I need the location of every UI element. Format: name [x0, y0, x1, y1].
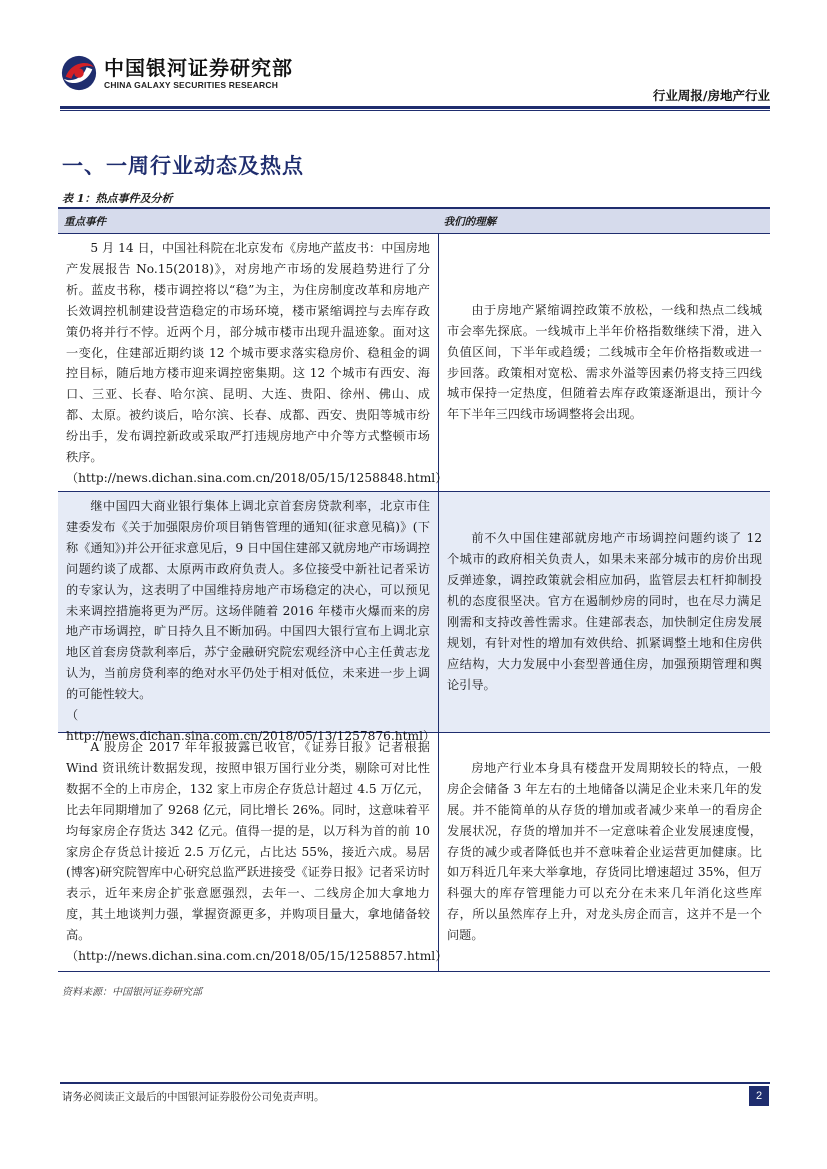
- table-header: [58, 209, 770, 234]
- view-text: 前不久中国住建部就房地产市场调控问题约谈了 12 个城市的政府相关负责人，如果未来部分城市的房价出现反弹迹象，调控政策就会相应加码，监管层去杠杆抑制投机的态度很坚决。官方在遏制炒房的同时，也在尽力满足刚需和支持改善性需求。住建部表态，加快制定住房发展规划，有针对性的增加有效供给、抓紧调整土地和住房供应结构，大力发展中小套型普通住房，加强预期管理和舆论引导。: [447, 531, 762, 692]
- view-text: 房地产行业本身具有楼盘开发周期较长的特点，一般房企会储备 3 年左右的土地储备以满足企业未来几年的发展。并不能简单的从存货的增加或者减少来单一的看房企发展状况，存货的增加并不一定意味着企业发展速度慢，存货的减少或者降低也并不意味着企业运营更加健康。比如万科近几年来大举拿地，存货同比增速超过 35%，但万科强大的库存管理能力可以充分在未来几年消化这些库存，所以虽然库存上升，对龙头房企而言，这并不是一个问题。: [447, 760, 762, 943]
- table-row: [58, 733, 770, 971]
- source-link[interactable]: （ http://news.dichan.sina.com.cn/2018/05/13/1257876.html）: [66, 708, 436, 743]
- view-cell: [439, 234, 770, 491]
- report-type: 行业周报/房地产行业: [652, 88, 770, 103]
- event-cell: [58, 733, 448, 971]
- table-caption: 表 1：热点事件及分析: [62, 192, 173, 205]
- section-title: 一、一周行业动态及热点: [62, 154, 304, 178]
- report-header: [60, 48, 770, 106]
- event-text: A 股房企 2017 年年报披露已收官，《证券日报》记者根据 Wind 资讯统计数据发现，按照申银万国行业分类，剔除可对比性数据不全的上市房企，132 家上市房企存货总计超过 4.5 万亿元，比去年同期增加了 9268 亿元，同比增长 26%。同时，这意味着平均每家房企存货达 342 亿元。值得一提的是，以万科为首的前 10 家房企存货总计接近 2.5 万亿元，占比达 55%，接近六成。易居(博客)研究院智库中心研究总监严跃进接受《证券日报》记者采访时表示，近年来房企扩张意愿强烈，去年一、二线房企加大拿地力度，其土地谈判力强，掌握资源更多，并购项目量大，拿地储备较高。: [66, 740, 430, 943]
- source-link[interactable]: （http://news.dichan.sina.com.cn/2018/05/15/1258857.html）: [66, 949, 448, 964]
- hot-events-table: [58, 207, 770, 972]
- table-row: [58, 234, 770, 492]
- event-text: 继中国四大商业银行集体上调北京首套房贷款利率，北京市住建委发布《关于加强限房价项目销售管理的通知(征求意见稿)》(下称《通知》)并公开征求意见后，9 日中国住建部又就房地产市场调控问题约谈了成都、太原两市政府负责人。多位接受中新社记者采访的专家认为，这表明了中国维持房地产市场稳定的决心，可以预见未来调控措施将更为严厉。这场伴随着 2016 年楼市火爆而来的房地产市场调控，旷日持久且不断加码。中国四大银行宣布上调北京地区首套房贷款利率后，苏宁金融研究院宏观经济中心主任黄志龙认为，当前房贷利率的绝对水平仍处于相对低位，未来进一步上调的可能性较大。: [66, 499, 430, 702]
- galaxy-logo-icon: [60, 54, 98, 92]
- page-number: 2: [749, 1086, 769, 1106]
- source-note: 资料来源：中国银河证券研究部: [62, 987, 202, 998]
- view-cell: [439, 492, 770, 732]
- event-cell: [58, 492, 439, 743]
- column-header-event: 重点事件: [64, 216, 106, 228]
- source-link[interactable]: （http://news.dichan.sina.com.cn/2018/05/15/1258848.html）: [66, 470, 448, 485]
- column-header-view: 我们的理解: [443, 216, 497, 228]
- view-text: 由于房地产紧缩调控政策不放松，一线和热点二线城市会率先探底。一线城市上半年价格指数继续下滑，进入负值区间，下半年或趋缓；二线城市全年价格指数或进一步回落。政策相对宽松、需求外溢等因素仍将支持三四线城市保持一定热度，但随着去库存政策逐渐退出，预计今年下半年三四线市场调整将会出现。: [447, 302, 762, 422]
- table-row: [58, 492, 770, 743]
- view-cell: [439, 733, 770, 971]
- logo-text-cn: 中国银河证券研究部: [104, 56, 293, 80]
- header-divider: [60, 106, 770, 109]
- footer-divider: [60, 1082, 770, 1084]
- event-text: 5 月 14 日，中国社科院在北京发布《房地产蓝皮书：中国房地产发展报告 No.15(2018)》，对房地产市场的发展趋势进行了分析。蓝皮书称，楼市调控将以“稳”为主，为住房制度改革和房地产长效调控机制建设营造稳定的市场环境，楼市紧缩调控与去库存政策仍将并行不悖。近两个月，部分城市楼市出现升温迹象。面对这一变化，住建部近期约谈 12 个城市要求落实稳房价、稳租金的调控目标，随后地方楼市迎来调控密集期。这 12 个城市有西安、海口、三亚、长春、哈尔滨、昆明、大连、贵阳、徐州、佛山、成都、太原。被约谈后，哈尔滨、长春、成都、西安、贵阳等城市纷纷出手，发布调控新政或采取严打违规房地产中介等方式整顿市场秩序。: [66, 241, 430, 465]
- header-divider-thin: [60, 110, 770, 111]
- footer-disclaimer: 请务必阅读正文最后的中国银河证券股份公司免责声明。: [62, 1091, 325, 1103]
- event-cell: [58, 234, 448, 491]
- logo-text-en: CHINA GALAXY SECURITIES RESEARCH: [104, 80, 279, 90]
